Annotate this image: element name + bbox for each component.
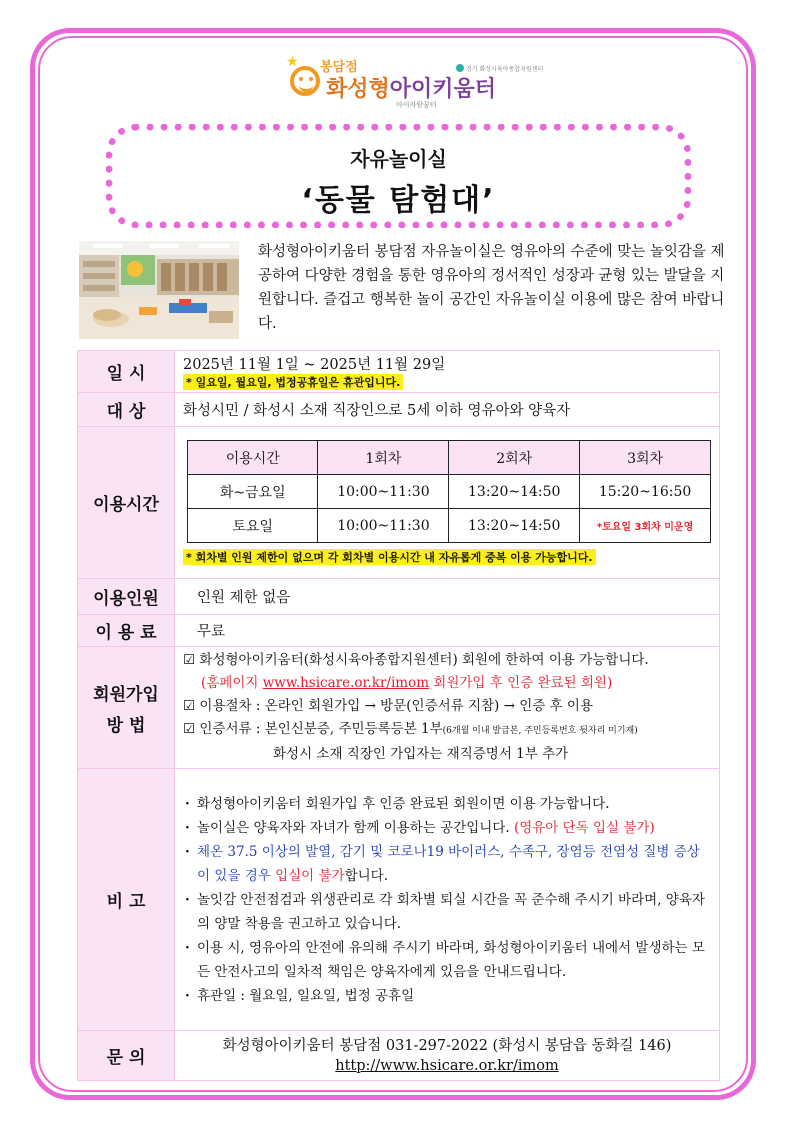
row-capacity — [78, 579, 720, 615]
schedule-cell: 10:00~11:30 — [318, 475, 449, 509]
label-remarks: 비 고 — [78, 769, 175, 1031]
list-item: · 휴관일 : 월요일, 일요일, 법정 공휴일 — [183, 984, 711, 1008]
schedule-cell: 화~금요일 — [188, 475, 318, 509]
logo-branch: 봉담점 — [320, 60, 358, 75]
checkbox-icon: ☑ — [183, 721, 196, 737]
label-fee: 이 용 료 — [78, 615, 175, 647]
title-line2: ‘동물 탐험대’ — [301, 183, 496, 218]
schedule-cell-no-session: *토요일 3회차 미운영 — [580, 509, 711, 543]
value-capacity: 인원 제한 없음 — [175, 579, 720, 615]
list-item: · 화성형아이키움터 회원가입 후 인증 완료된 회원이면 이용 가능합니다. — [183, 792, 711, 816]
hours-note: * 회차별 인원 제한이 없으며 각 회차별 이용시간 내 자유롭게 중복 이용 가능합니다. — [183, 549, 596, 565]
schedule-header-cell: 3회차 — [580, 441, 711, 475]
label-capacity: 이용인원 — [78, 579, 175, 615]
playroom-illustration — [79, 241, 239, 339]
schedule-header-cell: 2회차 — [449, 441, 580, 475]
row-contact — [78, 1031, 720, 1081]
label-contact: 문 의 — [78, 1031, 175, 1081]
intro-text: 화성형아이키움터 봉담점 자유놀이실은 영유아의 수준에 맞는 놀잇감을 제공하여 다양한 경험을 통한 영유아의 정서적인 성장과 균형 있는 발달을 지원합니다. 즐겁고 행복한 놀이 공간인 자유놀이실 이용에 많은 참여 바랍니다. — [258, 244, 725, 332]
schedule-cell: 13:20~14:50 — [449, 509, 580, 543]
checkbox-icon: ☑ — [183, 698, 196, 714]
row-remarks — [78, 769, 720, 1031]
list-item: · 체온 37.5 이상의 발열, 감기 및 코로나19 바이러스, 수족구, 장염등 전염성 질병 증상이 있을 경우 입실이 불가합니다. — [183, 840, 711, 888]
value-date: 2025년 11월 1일 ~ 2025년 11월 29일 * 일요일, 월요일, 법정공휴일은 휴관입니다. — [175, 351, 720, 393]
row-target — [78, 393, 720, 427]
value-fee: 무료 — [175, 615, 720, 647]
title-line1: 자유놀이실 — [350, 147, 447, 171]
logo-org: 경기 화성시육아종합지원센터 — [466, 66, 544, 73]
remarks-list — [183, 792, 711, 1008]
value-contact — [175, 1031, 720, 1081]
schedule-header-cell: 1회차 — [318, 441, 449, 475]
label-hours: 이용시간 — [78, 427, 175, 579]
value-membership: ☑ 화성형아이키움터(화성시육아종합지원센터) 회원에 한하여 이용 가능합니다. (홈페이지 www.hsicare.or.kr/imom 회원가입 후 인증 완료된 회원) ☑ 이용절차 : 온라인 회원가입 → 방문(인증서류 지참) → 인증 후 이용 ☑ 인증서류 : 본인신분증, 주민등록등본 1부(6개월 이내 발급본, 주민등록번호 뒷자리 미기재) 화성시 소재 직장인 가입자는 재직증명서 1부 추가 — [175, 647, 720, 769]
star-icon: ★ — [286, 54, 299, 70]
schedule-cell: 토요일 — [188, 509, 318, 543]
schedule-row-weekday — [188, 475, 711, 509]
closed-note: * 일요일, 월요일, 법정공휴일은 휴관입니다. — [183, 374, 403, 390]
org-icon — [456, 64, 464, 72]
smile-face-icon — [290, 66, 320, 96]
row-membership — [78, 647, 720, 769]
schedule-header-cell: 이용시간 — [188, 441, 318, 475]
logo — [286, 54, 544, 110]
contact-link[interactable]: http://www.hsicare.or.kr/imom — [335, 1057, 559, 1074]
row-fee — [78, 615, 720, 647]
schedule-header — [188, 441, 711, 475]
contact-line: 화성형아이키움터 봉담점 031-297-2022 (화성시 봉담읍 동화길 146) — [222, 1037, 672, 1054]
row-hours — [78, 427, 720, 579]
homepage-link[interactable]: www.hsicare.or.kr/imom — [262, 675, 429, 691]
playroom-photo — [79, 241, 239, 339]
list-item: · 이용 시, 영유아의 안전에 유의해 주시기 바라며, 화성형아이키움터 내에서 발생하는 모든 안전사고의 일차적 책임은 양육자에게 있음을 안내드립니다. — [183, 936, 711, 984]
label-date: 일 시 — [78, 351, 175, 393]
logo-name: 화성형아이키움터 — [326, 77, 497, 102]
value-hours — [175, 427, 720, 579]
schedule-cell: 10:00~11:30 — [318, 509, 449, 543]
label-membership: 회원가입 방 법 — [78, 647, 175, 769]
list-item: · 놀이실은 양육자와 자녀가 함께 이용하는 공간입니다. (영유아 단독 입실 불가) — [183, 816, 711, 840]
schedule-cell: 15:20~16:50 — [580, 475, 711, 509]
schedule-cell: 13:20~14:50 — [449, 475, 580, 509]
schedule-row-saturday — [188, 509, 711, 543]
info-table — [77, 350, 720, 1081]
checkbox-icon: ☑ — [183, 652, 196, 668]
schedule-table — [187, 440, 711, 543]
row-date — [78, 351, 720, 393]
value-remarks — [175, 769, 720, 1031]
label-target: 대 상 — [78, 393, 175, 427]
logo-sub: 아이자람꿈터 — [396, 101, 437, 109]
value-target: 화성시민 / 화성시 소재 직장인으로 5세 이하 영유아와 양육자 — [175, 393, 720, 427]
list-item: · 놀잇감 안전점검과 위생관리로 각 회차별 퇴실 시간을 꼭 준수해 주시기 바라며, 양육자의 양말 착용을 권고하고 있습니다. — [183, 888, 711, 936]
